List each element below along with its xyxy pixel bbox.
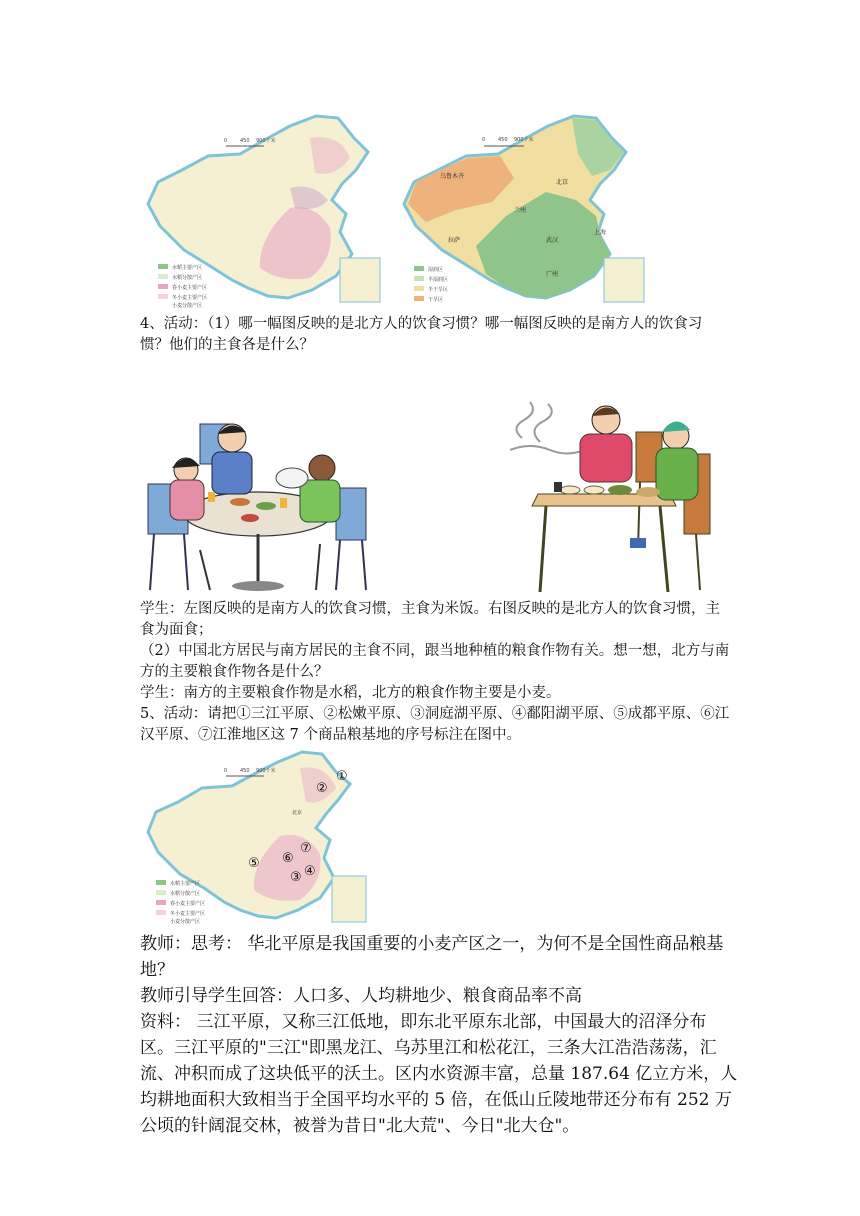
- legend-label: 水稻主要产区: [170, 881, 201, 887]
- marker-2: ②: [316, 781, 328, 796]
- scale-tick: 0: [224, 138, 228, 144]
- marker-4: ④: [304, 864, 316, 879]
- marker-3: ③: [290, 870, 302, 885]
- legend-label: 春小麦主要产区: [172, 285, 208, 291]
- city-label: 上海: [594, 229, 607, 236]
- legend-label: 水稻分散产区: [172, 275, 203, 281]
- student-answer-2: 学生：南方的主要粮食作物是水稻，北方的粮食作物主要是小麦。: [140, 685, 561, 701]
- legend-label: 冬小麦主要产区: [172, 295, 208, 301]
- city-label: 北京: [292, 810, 303, 816]
- scale-tick: 900千米: [256, 768, 276, 774]
- scale-tick: 450: [240, 138, 250, 144]
- legend-label: 冬小麦主要产区: [170, 911, 206, 917]
- south-family-dining-illustration: [140, 414, 370, 592]
- legend-label: 小麦分散产区: [170, 919, 201, 925]
- scale-tick: 450: [240, 768, 250, 774]
- city-label: 武汉: [546, 237, 559, 244]
- question-2: （2）中国北方居民与南方居民的主食不同，跟当地种植的粮食作物有关。想一想，北方与南方的主要粮食作物各是什么？: [140, 643, 730, 680]
- marker-7: ⑦: [300, 841, 312, 856]
- scale-tick: 0: [224, 768, 228, 774]
- grain-base-map-bottom: [140, 744, 370, 926]
- city-label: 广州: [546, 271, 559, 278]
- activity5: 5、活动：请把①三江平原、②松嫩平原、③洞庭湖平原、④鄱阳湖平原、⑤成都平原、⑥江汉平原、⑦江淮地区这 7 个商品粮基地的序号标注在图中。: [140, 706, 730, 743]
- city-label: 兰州: [514, 207, 527, 214]
- marker-5: ⑤: [248, 856, 260, 871]
- activity4-question: 4、活动：（1）哪一幅图反映的是北方人的饮食习惯？哪一幅图反映的是南方人的饮食习惯？他们的主食各是什么？: [140, 316, 703, 353]
- city-label: 拉萨: [448, 237, 461, 244]
- teacher-guide: 教师引导学生回答：人口多、人均耕地少、粮食商品率不高: [140, 986, 582, 1006]
- legend-label: 湿润区: [428, 267, 444, 273]
- marker-6: ⑥: [282, 851, 294, 866]
- grain-distribution-map-top-left: [140, 108, 388, 308]
- material-paragraph: 资料： 三江平原，又称三江低地，即东北平原东北部，中国最大的沼泽分布区。三江平原的"三江"即黑龙江、乌苏里江和松花江，三条大江浩浩荡荡，汇流、冲积而成了这块低平的沃土。区内水资源丰富，总量 187.64 亿立方米，人均耕地面积大致相当于全国平均水平的 5 倍，在低山丘陵地带还分布有 252 万公顷的针阔混交林，被誉为昔日"北大荒"、今日"北大仓"。: [140, 1012, 738, 1136]
- city-label: 北京: [556, 179, 569, 186]
- student-answer-1: 学生：左图反映的是南方人的饮食习惯，主食为米饭。右图反映的是北方人的饮食习惯，主食为面食；: [140, 601, 720, 638]
- north-family-dining-illustration: [510, 398, 720, 594]
- marker-1: ①: [336, 769, 348, 784]
- legend-label: 半湿润区: [428, 277, 449, 283]
- legend-label: 半干旱区: [428, 287, 449, 293]
- scale-tick: 450: [498, 137, 508, 143]
- climate-region-map-top-right: [396, 106, 648, 308]
- legend-label: 春小麦主要产区: [170, 901, 206, 907]
- legend-label: 小麦分散产区: [172, 303, 203, 308]
- city-label: 乌鲁木齐: [440, 173, 465, 180]
- scale-tick: 900千米: [256, 138, 276, 144]
- teacher-think: 教师：思考： 华北平原是我国重要的小麦产区之一，为何不是全国性商品粮基地？: [140, 934, 724, 980]
- legend-label: 水稻主要产区: [172, 265, 203, 271]
- legend-label: 干旱区: [428, 297, 444, 303]
- scale-tick: 900千米: [514, 137, 534, 143]
- legend-label: 水稻分散产区: [170, 891, 201, 897]
- scale-tick: 0: [482, 137, 486, 143]
